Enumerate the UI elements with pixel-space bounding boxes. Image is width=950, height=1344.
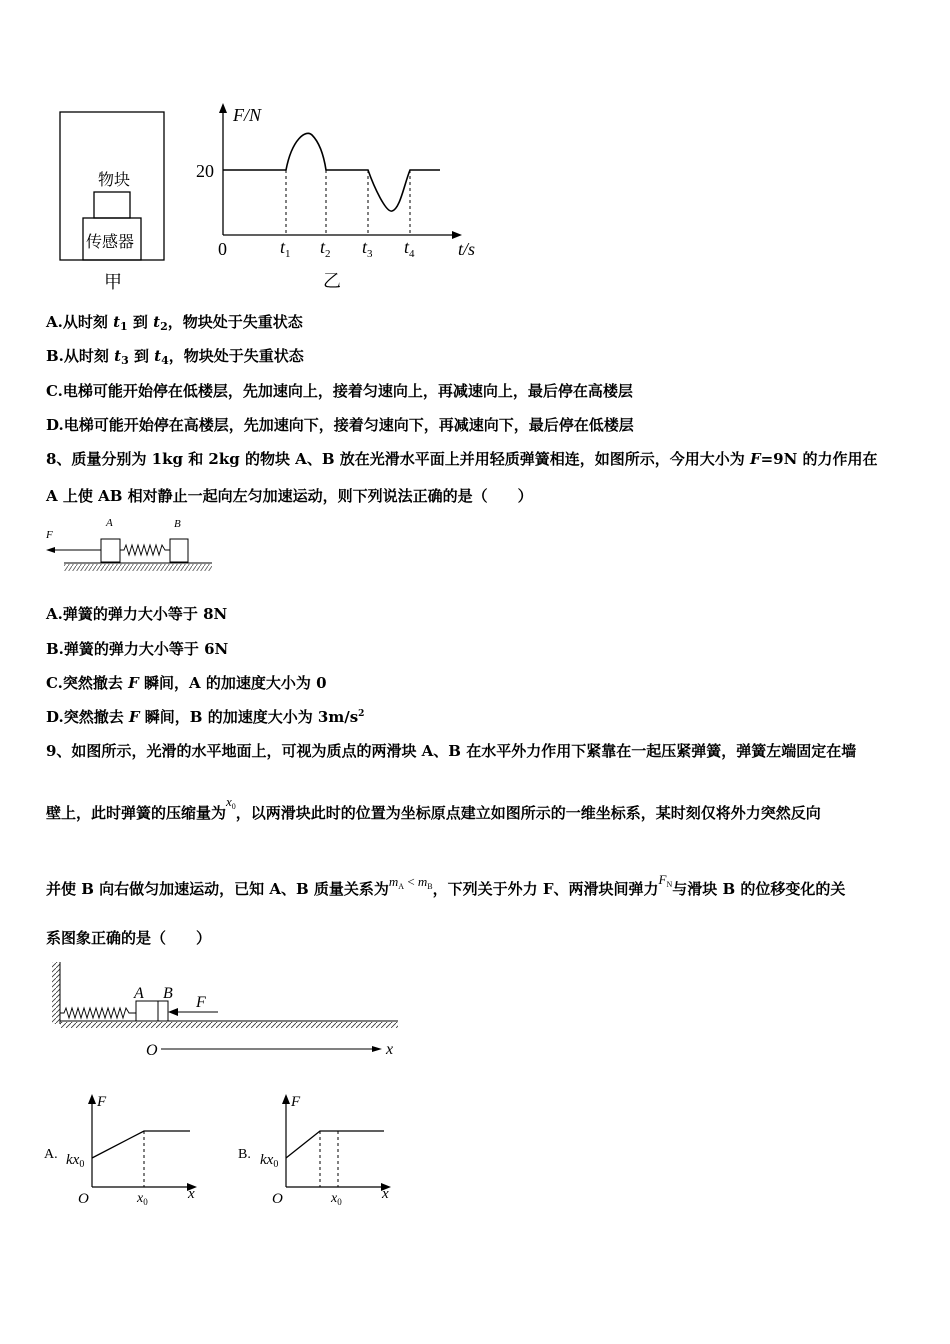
graph-b-x0: $x_0$ (331, 1191, 342, 1207)
x-arrow-icon (372, 1046, 382, 1052)
q9-stem-line2: 壁上，此时弹簧的压缩量为$x_0$，以两滑块此时的位置为坐标原点建立如图所示的一维坐标系，某时刻仅将外力突然反向 (46, 794, 821, 822)
spring (120, 545, 170, 555)
q8-figure (40, 512, 220, 576)
q7-option-d: D.电梯可能开始停在高楼层，先加速向下，接着匀速向下，再减速向下，最后停在低楼层 (46, 416, 634, 434)
block-rect (94, 192, 130, 218)
q7-option-a: A.从时刻 $t_1$ 到 $t_2$，物块处于失重状态 (46, 313, 303, 333)
force-curve (223, 133, 440, 211)
graph-a-x0: $x_0$ (137, 1191, 148, 1207)
block-a (101, 539, 120, 562)
q9-stem-line1: 9、如图所示，光滑的水平地面上，可视为质点的两滑块 A、B 在水平外力作用下紧靠在一起压紧弹簧，弹簧左端固定在墙 (46, 742, 857, 760)
q8-stem-line1: 8、质量分别为 1kg 和 2kg 的物块 A、B 放在光滑水平面上并用轻质弹簧相连，如图所示，今用大小为 F=9N 的力作用在 (46, 450, 878, 468)
q9-figure (46, 958, 406, 1062)
y-value-20: 20 (196, 161, 214, 181)
graph-b (234, 1088, 404, 1210)
graph-a-y-label: F (97, 1094, 107, 1110)
label-x: x (386, 1041, 394, 1058)
graph-b-x: x (382, 1186, 389, 1202)
origin-label: 0 (218, 239, 227, 259)
q7-option-b: B.从时刻 $t_3$ 到 $t_4$，物块处于失重状态 (46, 347, 304, 367)
graph-b-label: B. (238, 1147, 251, 1162)
label-F: F (46, 529, 53, 541)
label-B: B (174, 518, 181, 530)
q8-option-d: D.突然撤去 F 瞬间，B 的加速度大小为 $3m/s^2$ (46, 708, 365, 726)
q8-stem-line2: A 上使 AB 相对静止一起向左匀加速运动，则下列说法正确的是（ ） (46, 487, 533, 505)
graph-a (40, 1088, 210, 1210)
q8-option-c: C.突然撤去 F 瞬间，A 的加速度大小为 0 (46, 674, 327, 692)
graph-a-line (92, 1131, 190, 1158)
force-arrow-icon (46, 547, 55, 553)
label-A: A (134, 985, 144, 1002)
label-B: B (163, 985, 173, 1002)
y-arrow-icon (88, 1094, 96, 1104)
block-a (136, 1001, 158, 1021)
x-axis-label: t/s (458, 239, 476, 259)
graph-a-label: A. (44, 1147, 58, 1162)
force-arrow-icon (168, 1008, 178, 1016)
label-F: F (196, 994, 206, 1011)
graph-b-line (286, 1131, 384, 1158)
graph-b-origin: O (272, 1191, 283, 1207)
q8-option-b: B.弹簧的弹力大小等于 6N (46, 640, 229, 658)
label-O: O (146, 1042, 158, 1059)
caption-yi: 乙 (323, 271, 341, 291)
elevator-figure (40, 95, 500, 305)
graph-a-x: x (188, 1186, 195, 1202)
tick-t3: $t_3$ (362, 237, 373, 260)
graph-a-origin: O (78, 1191, 89, 1207)
graph-a-kx0: $kx_0$ (66, 1152, 85, 1170)
q9-stem-line4: 系图象正确的是（ ） (46, 929, 212, 947)
x-arrow-icon (452, 231, 462, 239)
tick-t1: $t_1$ (280, 237, 291, 260)
q7-option-c: C.电梯可能开始停在低楼层，先加速向上，接着匀速向上，再减速向上，最后停在高楼层 (46, 382, 633, 400)
tick-t2: $t_2$ (320, 237, 331, 260)
tick-t4: $t_4$ (404, 237, 415, 260)
block-label: 物块 (98, 172, 131, 189)
block-b (170, 539, 188, 562)
caption-jia: 甲 (104, 272, 122, 292)
y-axis-label: F/N (233, 105, 262, 125)
sensor-label: 传感器 (86, 234, 135, 251)
graph-b-kx0: $kx_0$ (260, 1152, 279, 1170)
y-arrow-icon (282, 1094, 290, 1104)
q8-option-a: A.弹簧的弹力大小等于 8N (46, 605, 228, 623)
y-arrow-icon (219, 103, 227, 113)
block-b (158, 1001, 168, 1021)
label-A: A (106, 517, 113, 529)
q9-stem-line3: 并使 B 向右做匀加速运动，已知 A、B 质量关系为$m_A < m_B$，下列关于外力 F、两滑块间弹力$F_N$与滑块 B 的位移变化的关 (46, 872, 846, 898)
graph-b-y-label: F (291, 1094, 301, 1110)
spring (60, 1008, 136, 1018)
